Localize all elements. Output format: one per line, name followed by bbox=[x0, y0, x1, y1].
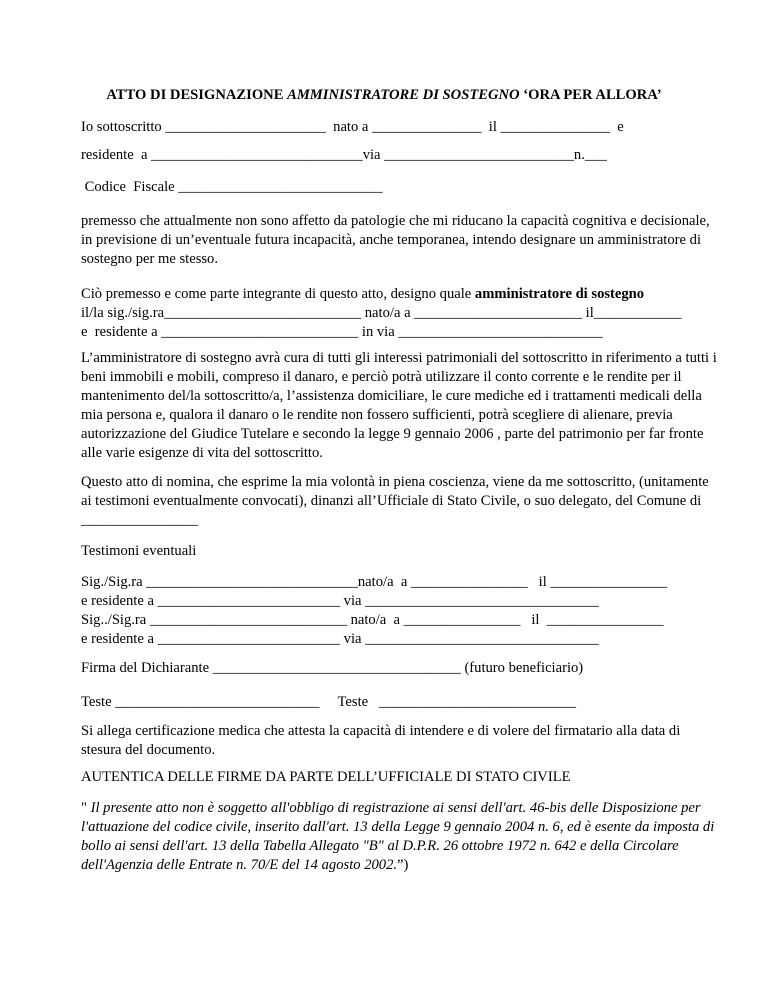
cura-paragraph: L’amministratore di sostegno avrà cura di tutti gli interessi patrimoniali del sottoscritto in riferimento a tutti i beni immobili e mobili, compreso il danaro, e perciò potrà utilizzare il conto corrente e le rendite per il mantenimento del/la sottoscritto/a, l’assistenza domiciliare, le cure mediche ed i trattamenti medicali della mia persona e, qualora il danaro o le rendite non fossero sufficienti, potrà scegliere di alienare, previa autorizzazione del Giudice Tutelare e secondo la legge 9 gennaio 2006 , parte del patrimonio per far fronte alle varie esigenze di vita del sottoscritto. bbox=[81, 350, 717, 461]
title-part-3: ‘ORA PER ALLORA’ bbox=[519, 87, 662, 103]
declarant-fields bbox=[81, 118, 721, 165]
testimoni-fields bbox=[81, 573, 721, 649]
nota-close-quote: ”) bbox=[397, 857, 409, 873]
title-part-2: AMMINISTRATORE DI SOSTEGNO bbox=[287, 87, 520, 103]
designazione-intro bbox=[81, 285, 721, 304]
testimone-2-line-2: e residente a _________________________ via ________________________________ bbox=[81, 631, 599, 647]
autentica-heading: AUTENTICA DELLE FIRME DA PARTE DELL’UFFICIALE DI STATO CIVILE bbox=[81, 769, 571, 785]
testimone-1-line-2: e residente a _________________________ via ________________________________ bbox=[81, 593, 599, 609]
designazione-section bbox=[81, 285, 721, 342]
designazione-intro-text: Ciò premesso e come parte integrante di questo atto, designo quale bbox=[81, 286, 475, 302]
premessa-paragraph: premesso che attualmente non sono affetto da patologie che mi riducano la capacità cognitiva e decisionale, in previsione di un’eventuale futura incapacità, anche temporanea, intendo designare un amministratore di sostegno per me stesso. bbox=[81, 213, 710, 267]
nota-paragraph bbox=[81, 799, 721, 875]
nota-open-quote: " bbox=[81, 800, 91, 816]
title-part-1: ATTO DI DESIGNAZIONE bbox=[106, 87, 288, 103]
testimoni-label: Testimoni eventuali bbox=[81, 543, 197, 559]
testimone-2-line-1: Sig../Sig.ra ___________________________ nato/a a ________________ il ________________ bbox=[81, 612, 664, 628]
nota-italic-text: Il presente atto non è soggetto all'obbligo di registrazione ai sensi dell'art. 46-bis delle Disposizione per l'attuazione del codice civile, inserito dall'art. 13 della Legge 9 gennaio 2004 n. 6, ed è esente da imposta di bollo ai sensi dell'art. 13 della Tabella Allegato "B" al D.P.R. 26 ottobre 1972 n. 642 e della Circolare dell'Agenzia delle Entrate n. 70/E del 14 agosto 2002. bbox=[81, 800, 715, 873]
designazione-line-3: e residente a ___________________________ in via ____________________________ bbox=[81, 324, 603, 340]
firma-line: Firma del Dichiarante __________________________________ (futuro beneficiario) bbox=[81, 660, 584, 676]
document-title bbox=[0, 86, 768, 105]
allegato-paragraph: Si allega certificazione medica che attesta la capacità di intendere e di volere del firmatario alla data di stesura del documento. bbox=[81, 723, 681, 758]
designazione-bold-term: amministratore di sostegno bbox=[474, 286, 645, 302]
codice-fiscale-line: Codice Fiscale ____________________________ bbox=[81, 179, 383, 195]
testimone-1-line-1: Sig./Sig.ra _____________________________nato/a a ________________ il ________________ bbox=[81, 574, 668, 590]
teste-line: Teste ____________________________ Teste ___________________________ bbox=[81, 694, 577, 710]
declarant-line-2: residente a _____________________________via __________________________n.___ bbox=[81, 147, 607, 163]
declarant-line-1: Io sottoscritto ______________________ nato a _______________ il _______________ e bbox=[81, 119, 624, 135]
designazione-line-2: il/la sig./sig.ra___________________________ nato/a a _______________________ il____________ bbox=[81, 305, 682, 321]
nomina-paragraph: Questo atto di nomina, che esprime la mia volontà in piena coscienza, viene da me sottoscritto, (unitamente ai testimoni eventualmente convocati), dinanzi all’Ufficiale di Stato Civile, o suo delegato, del Comune di ________________ bbox=[81, 474, 709, 528]
